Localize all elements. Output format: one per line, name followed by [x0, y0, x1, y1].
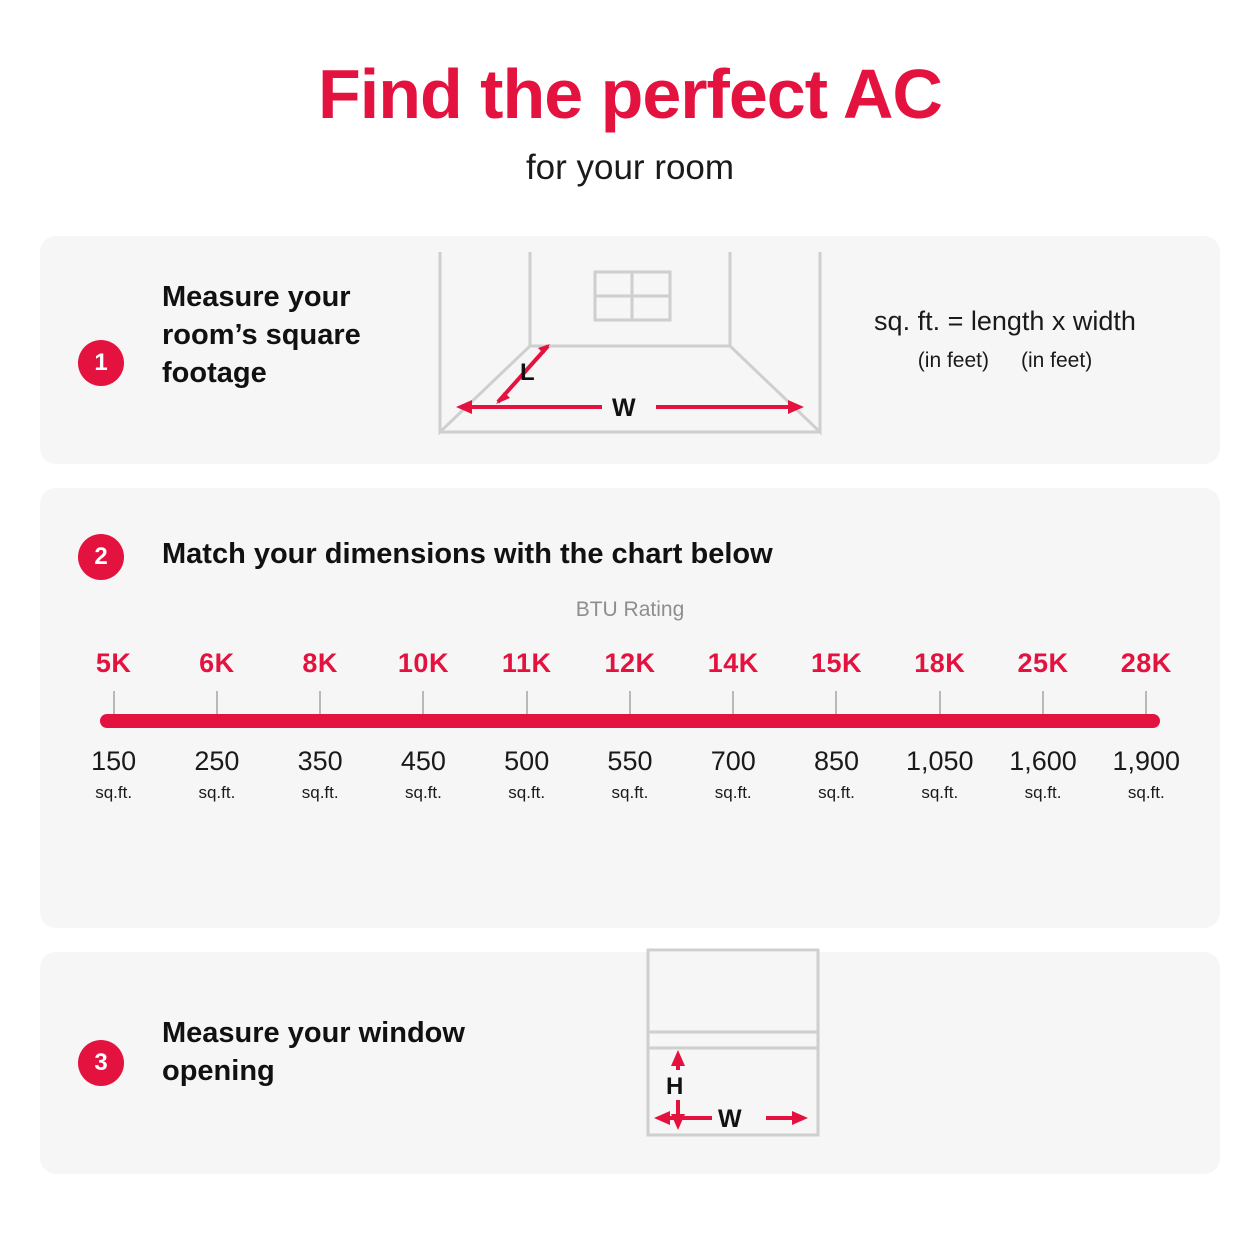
- btu-rating-label: 8K: [302, 647, 338, 678]
- sqft-group: [269, 746, 372, 803]
- step-2-text: Match your dimensions with the chart below: [162, 537, 773, 570]
- btu-rating-label: 28K: [1120, 647, 1172, 678]
- formula-unit-right: (in feet): [1021, 348, 1093, 372]
- btu-rating-label: 12K: [604, 647, 656, 678]
- sqft-unit: sq.ft.: [301, 782, 339, 802]
- sqft-unit: sq.ft.: [1024, 782, 1062, 802]
- scale-tick: [1145, 691, 1147, 717]
- step-2-badge: 2: [78, 534, 124, 580]
- step-3-card: [40, 952, 1220, 1174]
- sqft-group: [991, 746, 1094, 803]
- btu-rating-label: 10K: [397, 647, 449, 678]
- square-footage-formula: [795, 306, 1215, 373]
- sqft-unit: sq.ft.: [508, 782, 546, 802]
- sqft-unit: sq.ft.: [818, 782, 855, 802]
- room-width-label: W: [612, 393, 636, 422]
- formula-unit-left: (in feet): [917, 348, 989, 372]
- sqft-group: [1095, 746, 1198, 803]
- sqft-unit: sq.ft.: [611, 782, 649, 802]
- btu-tick-group: [991, 648, 1094, 717]
- scale-tick: [422, 691, 424, 717]
- btu-tick-group: [682, 648, 785, 717]
- sqft-unit: sq.ft.: [714, 782, 752, 802]
- sqft-unit: sq.ft.: [921, 782, 959, 802]
- step-1-text: Measure your room’s square footage: [162, 280, 361, 390]
- btu-label-row: [62, 648, 1198, 717]
- btu-rating-label: 5K: [95, 647, 132, 678]
- btu-tick-group: [475, 648, 578, 717]
- sqft-group: [578, 746, 681, 803]
- btu-tick-group: [578, 648, 681, 717]
- scale-tick: [732, 691, 734, 717]
- page-header: [40, 0, 1220, 188]
- sqft-value: 850: [813, 745, 860, 776]
- sqft-group: [372, 746, 475, 803]
- scale-tick: [1042, 691, 1044, 717]
- btu-scale: [62, 648, 1198, 717]
- btu-rating-label: 6K: [199, 647, 235, 678]
- sqft-value: 250: [194, 745, 240, 776]
- sqft-group: [888, 746, 991, 803]
- sqft-label-row: [62, 746, 1198, 803]
- btu-tick-group: [888, 648, 991, 717]
- scale-tick: [319, 691, 321, 717]
- btu-scale-bar: [100, 714, 1160, 728]
- scale-tick: [526, 691, 528, 717]
- window-height-label: H: [666, 1072, 684, 1100]
- btu-tick-group: [372, 648, 475, 717]
- sqft-value: 1,600: [1009, 745, 1077, 776]
- sqft-group: [62, 746, 165, 803]
- btu-tick-group: [269, 648, 372, 717]
- scale-tick: [216, 691, 218, 717]
- btu-rating-label: 15K: [810, 647, 862, 678]
- step-1-badge: 1: [78, 340, 124, 386]
- sqft-unit: sq.ft.: [405, 782, 442, 802]
- btu-rating-label: 14K: [707, 647, 759, 678]
- page-title: Find the perfect AC: [318, 55, 942, 133]
- btu-tick-group: [1095, 648, 1198, 717]
- room-length-label: L: [520, 358, 535, 386]
- btu-tick-group: [165, 648, 268, 717]
- sqft-value: 550: [607, 745, 653, 776]
- chart-caption: BTU Rating: [575, 597, 685, 621]
- sqft-value: 1,050: [905, 745, 974, 776]
- scale-tick: [939, 691, 941, 717]
- scale-tick: [629, 691, 631, 717]
- window-width-label: W: [718, 1104, 742, 1133]
- btu-rating-label: 25K: [1017, 647, 1069, 678]
- sqft-unit: sq.ft.: [198, 782, 236, 802]
- sqft-value: 500: [504, 745, 550, 776]
- sqft-unit: sq.ft.: [1127, 782, 1165, 802]
- step-3-badge: 3: [78, 1040, 124, 1086]
- btu-tick-group: [785, 648, 888, 717]
- scale-tick: [113, 691, 115, 717]
- sqft-group: [165, 746, 268, 803]
- sqft-group: [682, 746, 785, 803]
- step-2-card: [40, 488, 1220, 928]
- scale-tick: [835, 691, 837, 717]
- btu-rating-label: 11K: [501, 647, 552, 678]
- sqft-value: 1,900: [1112, 745, 1181, 776]
- sqft-value: 450: [400, 745, 446, 776]
- sqft-value: 700: [710, 745, 756, 776]
- sqft-value: 350: [297, 745, 343, 776]
- window-diagram: [600, 940, 860, 1175]
- sqft-group: [785, 746, 888, 803]
- sqft-unit: sq.ft.: [95, 782, 133, 802]
- step-1-card: [40, 236, 1220, 464]
- btu-rating-label: 18K: [914, 647, 966, 678]
- page-subtitle: for your room: [525, 147, 735, 187]
- sqft-value: 150: [91, 745, 137, 776]
- btu-tick-group: [62, 648, 165, 717]
- sqft-group: [475, 746, 578, 803]
- step-3-text: Measure your window opening: [162, 1016, 465, 1087]
- formula-equation: sq. ft. = length x width: [874, 305, 1136, 336]
